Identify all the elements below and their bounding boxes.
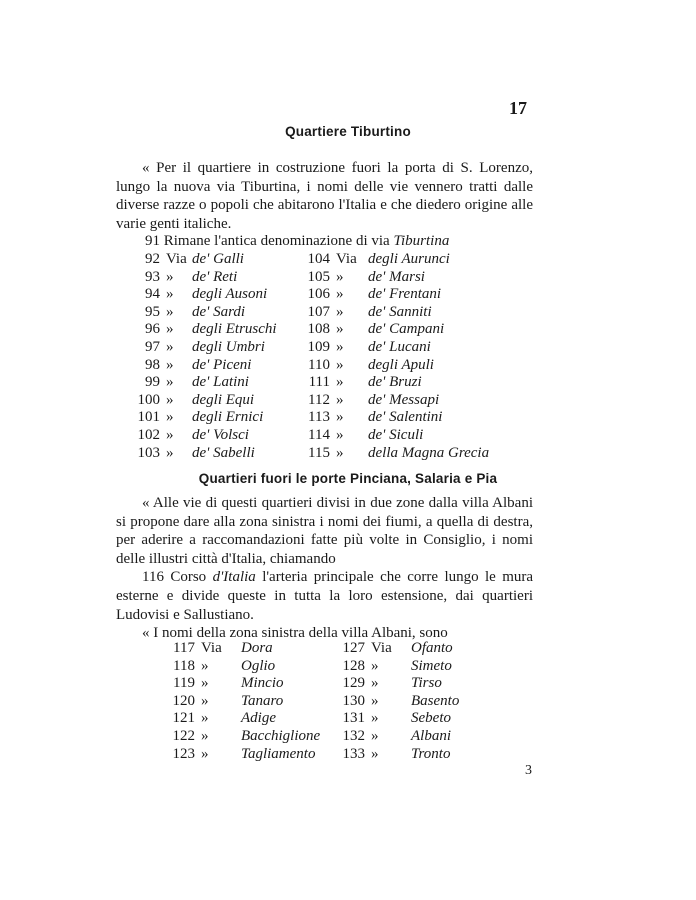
left-zone-intro: « I nomi della zona sinistra della villa Albani, sono (142, 625, 448, 642)
street-row (300, 445, 489, 463)
street-via: » (201, 657, 209, 674)
street-name: degli Aurunci (368, 251, 450, 267)
street-row (300, 339, 489, 357)
corso-pre: Corso (170, 569, 207, 586)
street-number: 101 (137, 409, 160, 426)
street-row (300, 269, 489, 287)
street-row (165, 728, 320, 746)
street-name: degli Ernici (192, 409, 264, 426)
street-row (335, 675, 459, 693)
street-number: 129 (342, 675, 365, 692)
street-via: » (166, 286, 174, 303)
street-name: de' Sabelli (192, 444, 255, 461)
street-name: de' Volsci (192, 426, 249, 443)
street-via: » (166, 391, 174, 408)
street-row (130, 427, 277, 445)
street-row (130, 392, 277, 410)
street-via: » (336, 391, 344, 408)
street-row (300, 286, 489, 304)
street-row (130, 286, 277, 304)
street-number: 111 (308, 374, 330, 391)
street-via: » (166, 303, 174, 320)
street-name: de' Sanniti (368, 303, 432, 320)
corso-text: l'arteria principale che corre lungo le mura esterne e divide queste in tutta la loro estensione, dai quartieri Ludovisi e Sallustiano. (116, 569, 534, 623)
pinciana-intro (116, 494, 533, 643)
street-name: degli Etruschi (192, 321, 277, 338)
tiburtino-left-column (130, 251, 277, 462)
street-number: 117 (173, 640, 195, 656)
street-via: » (201, 692, 209, 709)
street-via: » (201, 710, 209, 727)
tiburtino-intro (116, 159, 533, 233)
street-name: de' Reti (192, 268, 238, 285)
corso-name: d'Italia (212, 569, 256, 586)
street-number: 96 (145, 321, 160, 338)
street-via: » (336, 321, 344, 338)
street-row (300, 304, 489, 322)
street-row (165, 658, 320, 676)
street-row (335, 693, 459, 711)
street-via: Via (166, 251, 187, 267)
street-row (300, 357, 489, 375)
street-row (130, 251, 277, 269)
street-via: » (336, 356, 344, 373)
street-number: 128 (342, 657, 365, 674)
street-number: 113 (308, 409, 330, 426)
street-via: » (201, 727, 209, 744)
street-row (300, 392, 489, 410)
street-name: Basento (411, 692, 460, 709)
street-via: » (371, 710, 379, 727)
street-via: » (166, 338, 174, 355)
street-row (335, 640, 459, 658)
street-number: 103 (137, 444, 160, 461)
street-number: 118 (173, 657, 195, 674)
street-number: 100 (137, 391, 160, 408)
page-number: 17 (509, 98, 527, 118)
street-row (130, 269, 277, 287)
street-name: Dora (241, 640, 273, 656)
corso-number: 116 (142, 569, 164, 586)
street-via: » (166, 444, 174, 461)
street-name: Mincio (241, 675, 284, 692)
street-name: degli Ausoni (192, 286, 268, 303)
street-name: de' Campani (368, 321, 445, 338)
street-number: 120 (172, 692, 195, 709)
street-number: 109 (307, 338, 330, 355)
street-name: Tirso (411, 675, 442, 692)
tiburtino-street-list (0, 251, 696, 466)
street-via: » (371, 675, 379, 692)
street-row (130, 339, 277, 357)
street-number: 106 (307, 286, 330, 303)
street-number: 121 (172, 710, 195, 727)
tiburtino-intro-text: « Per il quartiere in costruzione fuori la porta di S. Lorenzo, lungo la nuova via Tiburtina, i nomi delle vie vennero tratti dalle diverse razze o popoli che abitarono l'Italia e che diedero origine alle varie genti italiche. (116, 160, 533, 232)
street-number: 133 (342, 745, 365, 762)
pinciana-street-list (0, 640, 696, 766)
street-name: Simeto (411, 657, 452, 674)
street-row (165, 675, 320, 693)
pinciana-intro-text: « Alle vie di questi quartieri divisi in due zone dalla villa Albani si propone dare alla zona sinistra i nomi dei fiumi, a quella di destra, per aderire a raccomandazioni fatte più volte in Consiglio, i nomi delle illustri città d'Italia, chiamando (116, 495, 533, 567)
street-number: 93 (145, 268, 160, 285)
street-name: de' Messapi (368, 391, 440, 408)
street-row (130, 357, 277, 375)
section-title-pinciana: Quartieri fuori le porte Pinciana, Salaria e Pia (198, 471, 498, 486)
street-row (300, 374, 489, 392)
street-number: 119 (173, 675, 195, 692)
tiburtina-name: Tiburtina (393, 233, 450, 249)
street-via: » (336, 374, 344, 391)
street-row (300, 321, 489, 339)
street-number: 115 (308, 444, 330, 461)
street-via: » (371, 692, 379, 709)
pinciana-right-column (335, 640, 459, 763)
street-via: » (166, 321, 174, 338)
street-via: » (371, 657, 379, 674)
street-via: » (336, 426, 344, 443)
street-row (130, 409, 277, 427)
street-name: de' Sardi (192, 303, 246, 320)
street-row (165, 640, 320, 658)
street-name: de' Salentini (368, 409, 443, 426)
street-row (335, 728, 459, 746)
street-name: Tanaro (241, 692, 284, 709)
street-name: Tagliamento (241, 745, 316, 762)
street-row (335, 658, 459, 676)
street-name: degli Umbri (192, 338, 265, 355)
street-number: 105 (307, 268, 330, 285)
street-number: 92 (145, 251, 160, 267)
street-row (130, 445, 277, 463)
street-name: Bacchiglione (241, 727, 321, 744)
street-name: Ofanto (411, 640, 453, 656)
street-number: 127 (342, 640, 365, 656)
street-row (165, 710, 320, 728)
street-number: 131 (342, 710, 365, 727)
street-via: » (201, 675, 209, 692)
street-row (335, 746, 459, 764)
street-name: de' Frentani (368, 286, 442, 303)
street-via: » (336, 409, 344, 426)
street-via: » (201, 745, 209, 762)
street-via: » (336, 303, 344, 320)
street-via: » (166, 374, 174, 391)
tiburtina-text: Rimane l'antica denominazione di via (163, 233, 390, 249)
street-number: 97 (145, 338, 160, 355)
street-row (165, 746, 320, 764)
street-via: » (166, 356, 174, 373)
street-number: 132 (342, 727, 365, 744)
street-row (300, 409, 489, 427)
street-name: de' Lucani (368, 338, 431, 355)
section-title-tiburtino: Quartiere Tiburtino (285, 124, 411, 139)
street-number: 99 (145, 374, 160, 391)
street-number: 104 (307, 251, 330, 267)
street-name: Tronto (411, 745, 451, 762)
street-via: » (336, 338, 344, 355)
street-number: 130 (342, 692, 365, 709)
street-number: 95 (145, 303, 160, 320)
street-name: de' Latini (192, 374, 249, 391)
street-via: Via (336, 251, 357, 267)
street-name: Albani (411, 727, 451, 744)
street-name: degli Equi (192, 391, 255, 408)
street-via: Via (201, 640, 222, 656)
street-name: Adige (241, 710, 276, 727)
street-via: » (166, 268, 174, 285)
street-via: » (336, 268, 344, 285)
street-row (130, 321, 277, 339)
corso-italia-paragraph (116, 568, 533, 624)
street-number: 110 (308, 356, 330, 373)
street-via: » (371, 745, 379, 762)
street-name: Sebeto (411, 710, 451, 727)
street-number: 94 (145, 286, 160, 303)
street-via: » (166, 409, 174, 426)
street-name: de' Bruzi (368, 374, 422, 391)
street-number: 122 (172, 727, 195, 744)
street-row (130, 304, 277, 322)
street-name: della Magna Grecia (368, 444, 490, 461)
street-via: Via (371, 640, 392, 656)
street-name: Oglio (241, 657, 276, 674)
street-name: de' Siculi (368, 426, 424, 443)
street-name: de' Piceni (192, 356, 252, 373)
street-name: de' Galli (192, 251, 244, 267)
tiburtino-right-column (300, 251, 489, 462)
street-name: degli Apuli (368, 356, 434, 373)
street-via: » (371, 727, 379, 744)
street-number: 102 (137, 426, 160, 443)
street-row (300, 251, 489, 269)
street-number: 98 (145, 356, 160, 373)
street-row (335, 710, 459, 728)
street-row (130, 374, 277, 392)
tiburtina-number: 91 (145, 233, 160, 249)
tiburtina-line (145, 233, 449, 250)
street-number: 123 (172, 745, 195, 762)
street-via: » (166, 426, 174, 443)
street-via: » (336, 286, 344, 303)
street-number: 114 (308, 426, 330, 443)
signature-mark: 3 (525, 763, 532, 778)
street-via: » (336, 444, 344, 461)
pinciana-left-column (165, 640, 320, 763)
street-number: 108 (307, 321, 330, 338)
street-name: de' Marsi (368, 268, 425, 285)
street-row (300, 427, 489, 445)
street-number: 107 (307, 303, 330, 320)
street-row (165, 693, 320, 711)
street-number: 112 (308, 391, 330, 408)
